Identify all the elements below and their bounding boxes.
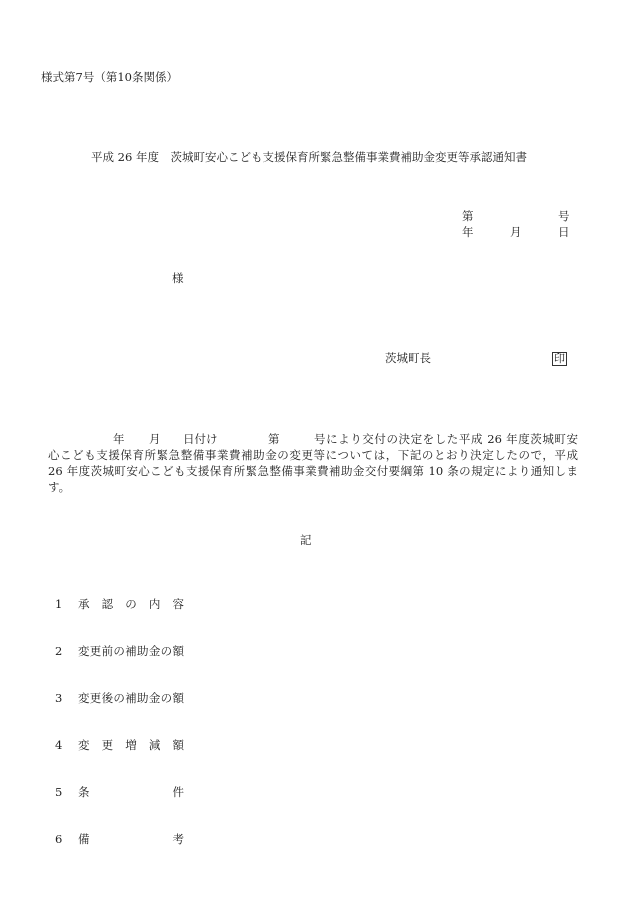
item-number: 6 — [55, 832, 63, 846]
date-year: 年 — [462, 225, 474, 239]
date-day: 日 — [558, 225, 570, 239]
item-number: 1 — [55, 597, 63, 611]
body-line3: 26 年度茨城町安心こども支援保育所緊急整備事業費補助金交付要綱第 10 条の規定により通知しま — [48, 464, 578, 478]
item-label: 変更前の補助金の額 — [78, 644, 184, 658]
body-line2: 心こども支援保育所緊急整備事業費補助金の変更等については，下記のとおり決定したので，平成 — [48, 448, 578, 462]
item-label: 変更後の補助金の額 — [78, 691, 184, 705]
item-number: 3 — [55, 691, 63, 705]
body-line4: す。 — [48, 480, 71, 494]
body-month: 月 — [149, 432, 161, 446]
body-line1: 号により交付の決定をした平成 26 年度茨城町安 — [314, 432, 578, 446]
date-month: 月 — [510, 225, 522, 239]
item-label: 承認の内容 — [78, 597, 184, 611]
doc-number-suffix: 号 — [558, 209, 570, 223]
seal-mark: 印 — [554, 352, 565, 365]
body-no: 第 — [268, 432, 280, 446]
item-label: 備考 — [78, 832, 184, 846]
body-year: 年 — [113, 432, 125, 446]
document-title: 平成 26 年度 茨城町安心こども支援保育所緊急整備事業費補助金変更等承認通知書 — [91, 150, 527, 164]
item-number: 2 — [55, 644, 63, 658]
body-day: 日付け — [183, 432, 218, 446]
addressee-suffix: 様 — [172, 271, 184, 285]
issuer-name: 茨城町長 — [385, 351, 431, 365]
form-number: 様式第7号（第10条関係） — [41, 70, 178, 84]
item-label: 条件 — [78, 785, 184, 799]
item-number: 5 — [55, 785, 63, 799]
item-number: 4 — [55, 738, 63, 752]
doc-number-prefix: 第 — [462, 209, 474, 223]
item-label: 変更増減額 — [78, 738, 184, 752]
ki-heading: 記 — [300, 533, 312, 547]
